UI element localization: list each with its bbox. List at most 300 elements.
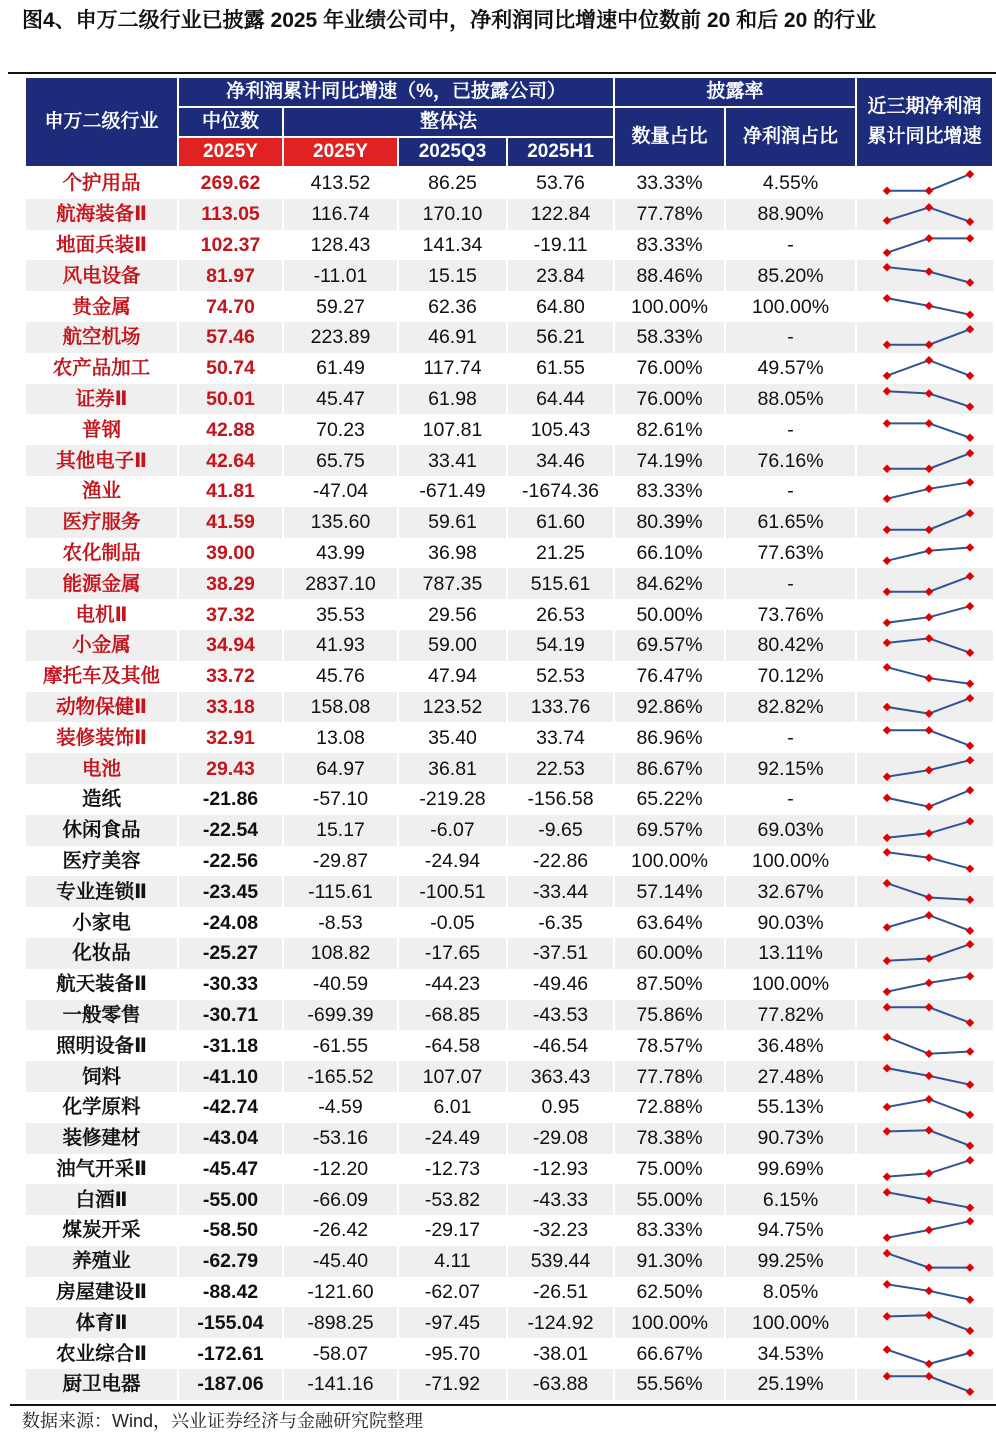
sparkline-chart (856, 661, 993, 692)
table-row (25, 1154, 993, 1185)
industry-name: 医疗美容 (25, 846, 178, 877)
sparkline-chart (856, 599, 993, 630)
table-row (25, 907, 993, 938)
median-2025y: -30.33 (178, 969, 283, 1000)
header-overall-2025q3: 2025Q3 (398, 137, 507, 167)
overall-2025h1: -38.01 (507, 1338, 614, 1369)
median-2025y: -155.04 (178, 1307, 283, 1338)
industry-name: 休闲食品 (25, 815, 178, 846)
table-row (25, 1338, 993, 1369)
count-ratio: 91.30% (614, 1246, 725, 1277)
table-row (25, 445, 993, 476)
count-ratio: 50.00% (614, 599, 725, 630)
overall-2025q3: -219.28 (398, 784, 507, 815)
overall-2025q3: -64.58 (398, 1030, 507, 1061)
profit-ratio: 13.11% (725, 938, 856, 969)
industry-name: 农产品加工 (25, 353, 178, 384)
count-ratio: 58.33% (614, 322, 725, 353)
overall-2025y: -53.16 (283, 1123, 398, 1154)
median-2025y: 57.46 (178, 322, 283, 353)
overall-2025y: 116.74 (283, 199, 398, 230)
sparkline-chart (856, 1307, 993, 1338)
industry-name: 航空机场 (25, 322, 178, 353)
overall-2025q3: 6.01 (398, 1092, 507, 1123)
median-2025y: 38.29 (178, 568, 283, 599)
header-industry: 申万二级行业 (25, 77, 178, 167)
overall-2025q3: -53.82 (398, 1184, 507, 1215)
count-ratio: 77.78% (614, 1061, 725, 1092)
overall-2025y: -165.52 (283, 1061, 398, 1092)
overall-2025y: -40.59 (283, 969, 398, 1000)
overall-2025y: 70.23 (283, 414, 398, 445)
header-overall: 整体法 (283, 107, 614, 137)
sparkline-chart (856, 291, 993, 322)
industry-name: 渔业 (25, 476, 178, 507)
industry-name: 房屋建设Ⅱ (25, 1277, 178, 1308)
overall-2025q3: -97.45 (398, 1307, 507, 1338)
sparkline-chart (856, 538, 993, 569)
overall-2025h1: 53.76 (507, 167, 614, 199)
median-2025y: -43.04 (178, 1123, 283, 1154)
count-ratio: 57.14% (614, 876, 725, 907)
overall-2025h1: 133.76 (507, 692, 614, 723)
overall-2025q3: 62.36 (398, 291, 507, 322)
overall-2025y: -4.59 (283, 1092, 398, 1123)
overall-2025h1: -33.44 (507, 876, 614, 907)
overall-2025q3: -24.94 (398, 846, 507, 877)
count-ratio: 76.00% (614, 353, 725, 384)
overall-2025y: -29.87 (283, 846, 398, 877)
overall-2025y: 135.60 (283, 507, 398, 538)
overall-2025y: 45.47 (283, 384, 398, 415)
count-ratio: 33.33% (614, 167, 725, 199)
count-ratio: 86.67% (614, 753, 725, 784)
sparkline-chart (856, 815, 993, 846)
overall-2025q3: 86.25 (398, 167, 507, 199)
overall-2025h1: -26.51 (507, 1277, 614, 1308)
industry-name: 饲料 (25, 1061, 178, 1092)
overall-2025y: -121.60 (283, 1277, 398, 1308)
profit-ratio: 90.73% (725, 1123, 856, 1154)
industry-name: 摩托车及其他 (25, 661, 178, 692)
overall-2025y: -61.55 (283, 1030, 398, 1061)
table-row (25, 969, 993, 1000)
industry-name: 电机Ⅱ (25, 599, 178, 630)
count-ratio: 55.00% (614, 1184, 725, 1215)
overall-2025y: 2837.10 (283, 568, 398, 599)
sparkline-chart (856, 722, 993, 753)
median-2025y: -23.45 (178, 876, 283, 907)
profit-ratio: 73.76% (725, 599, 856, 630)
sparkline-chart (856, 784, 993, 815)
table-row (25, 1184, 993, 1215)
overall-2025y: 35.53 (283, 599, 398, 630)
profit-ratio: 88.05% (725, 384, 856, 415)
count-ratio: 84.62% (614, 568, 725, 599)
overall-2025y: -898.25 (283, 1307, 398, 1338)
table-row (25, 815, 993, 846)
table-row (25, 1092, 993, 1123)
sparkline-chart (856, 414, 993, 445)
count-ratio: 75.00% (614, 1154, 725, 1185)
median-2025y: 29.43 (178, 753, 283, 784)
overall-2025h1: 64.80 (507, 291, 614, 322)
overall-2025h1: -1674.36 (507, 476, 614, 507)
bottom-rule (10, 1404, 996, 1406)
industry-name: 贵金属 (25, 291, 178, 322)
overall-2025y: 223.89 (283, 322, 398, 353)
overall-2025q3: -6.07 (398, 815, 507, 846)
sparkline-chart (856, 167, 993, 199)
median-2025y: -22.56 (178, 846, 283, 877)
profit-ratio: 82.82% (725, 692, 856, 723)
profit-ratio: 99.69% (725, 1154, 856, 1185)
overall-2025q3: 141.34 (398, 230, 507, 261)
median-2025y: 50.01 (178, 384, 283, 415)
overall-2025q3: -29.17 (398, 1215, 507, 1246)
overall-2025y: -115.61 (283, 876, 398, 907)
median-2025y: 37.32 (178, 599, 283, 630)
overall-2025q3: -24.49 (398, 1123, 507, 1154)
sparkline-chart (856, 260, 993, 291)
overall-2025q3: -0.05 (398, 907, 507, 938)
sparkline-chart (856, 1092, 993, 1123)
overall-2025q3: -44.23 (398, 969, 507, 1000)
median-2025y: 33.72 (178, 661, 283, 692)
profit-ratio: - (725, 322, 856, 353)
overall-2025q3: 33.41 (398, 445, 507, 476)
overall-2025y: -47.04 (283, 476, 398, 507)
sparkline-chart (856, 876, 993, 907)
overall-2025h1: 61.55 (507, 353, 614, 384)
sparkline-chart (856, 692, 993, 723)
industry-name: 农业综合Ⅱ (25, 1338, 178, 1369)
median-2025y: 113.05 (178, 199, 283, 230)
overall-2025h1: -29.08 (507, 1123, 614, 1154)
overall-2025h1: -22.86 (507, 846, 614, 877)
profit-ratio: - (725, 230, 856, 261)
overall-2025y: 15.17 (283, 815, 398, 846)
median-2025y: -45.47 (178, 1154, 283, 1185)
profit-ratio: 85.20% (725, 260, 856, 291)
count-ratio: 86.96% (614, 722, 725, 753)
profit-ratio: 6.15% (725, 1184, 856, 1215)
industry-name: 造纸 (25, 784, 178, 815)
count-ratio: 78.38% (614, 1123, 725, 1154)
header-median: 中位数 (178, 107, 283, 137)
overall-2025y: -57.10 (283, 784, 398, 815)
overall-2025h1: 56.21 (507, 322, 614, 353)
count-ratio: 92.86% (614, 692, 725, 723)
overall-2025q3: 47.94 (398, 661, 507, 692)
sparkline-chart (856, 476, 993, 507)
profit-ratio: 92.15% (725, 753, 856, 784)
count-ratio: 72.88% (614, 1092, 725, 1123)
industry-name: 证券Ⅱ (25, 384, 178, 415)
industry-name: 照明设备Ⅱ (25, 1030, 178, 1061)
overall-2025q3: 61.98 (398, 384, 507, 415)
industry-name: 养殖业 (25, 1246, 178, 1277)
overall-2025h1: -6.35 (507, 907, 614, 938)
industry-name: 化妆品 (25, 938, 178, 969)
sparkline-chart (856, 1215, 993, 1246)
count-ratio: 83.33% (614, 230, 725, 261)
overall-2025h1: 0.95 (507, 1092, 614, 1123)
table-row (25, 167, 993, 199)
count-ratio: 82.61% (614, 414, 725, 445)
sparkline-chart (856, 1369, 993, 1400)
median-2025y: -21.86 (178, 784, 283, 815)
header-overall-2025y: 2025Y (283, 137, 398, 167)
profit-ratio: 77.82% (725, 1000, 856, 1031)
count-ratio: 60.00% (614, 938, 725, 969)
table-row (25, 414, 993, 445)
overall-2025h1: -37.51 (507, 938, 614, 969)
overall-2025q3: -71.92 (398, 1369, 507, 1400)
sparkline-chart (856, 938, 993, 969)
header-disclosure: 披露率 (614, 77, 856, 107)
overall-2025h1: -43.53 (507, 1000, 614, 1031)
overall-2025h1: 363.43 (507, 1061, 614, 1092)
profit-ratio: 77.63% (725, 538, 856, 569)
profit-ratio: 70.12% (725, 661, 856, 692)
top-rule (8, 72, 996, 74)
median-2025y: -62.79 (178, 1246, 283, 1277)
count-ratio: 77.78% (614, 199, 725, 230)
sparkline-chart (856, 1277, 993, 1308)
median-2025y: -41.10 (178, 1061, 283, 1092)
overall-2025q3: 36.81 (398, 753, 507, 784)
table-row (25, 1307, 993, 1338)
profit-ratio: 25.19% (725, 1369, 856, 1400)
median-2025y: -25.27 (178, 938, 283, 969)
header-profit-ratio: 净利润占比 (725, 107, 856, 167)
overall-2025y: 61.49 (283, 353, 398, 384)
overall-2025h1: -43.33 (507, 1184, 614, 1215)
profit-ratio: 69.03% (725, 815, 856, 846)
industry-name: 农化制品 (25, 538, 178, 569)
sparkline-chart (856, 1000, 993, 1031)
count-ratio: 87.50% (614, 969, 725, 1000)
table-row (25, 722, 993, 753)
sparkline-chart (856, 1123, 993, 1154)
overall-2025h1: -156.58 (507, 784, 614, 815)
count-ratio: 75.86% (614, 1000, 725, 1031)
industry-name: 装修装饰Ⅱ (25, 722, 178, 753)
sparkline-chart (856, 445, 993, 476)
overall-2025y: 108.82 (283, 938, 398, 969)
overall-2025y: -45.40 (283, 1246, 398, 1277)
sparkline-chart (856, 753, 993, 784)
table-row (25, 1123, 993, 1154)
count-ratio: 76.47% (614, 661, 725, 692)
profit-ratio: 99.25% (725, 1246, 856, 1277)
industry-name: 个护用品 (25, 167, 178, 199)
count-ratio: 100.00% (614, 291, 725, 322)
median-2025y: 33.18 (178, 692, 283, 723)
overall-2025h1: -49.46 (507, 969, 614, 1000)
industry-name: 风电设备 (25, 260, 178, 291)
overall-2025h1: -19.11 (507, 230, 614, 261)
header-overall-2025h1: 2025H1 (507, 137, 614, 167)
profit-ratio: - (725, 476, 856, 507)
profit-ratio: 100.00% (725, 846, 856, 877)
median-2025y: -58.50 (178, 1215, 283, 1246)
table-row (25, 1030, 993, 1061)
header-median-2025y: 2025Y (178, 137, 283, 167)
overall-2025y: -58.07 (283, 1338, 398, 1369)
overall-2025y: -12.20 (283, 1154, 398, 1185)
median-2025y: -88.42 (178, 1277, 283, 1308)
count-ratio: 63.64% (614, 907, 725, 938)
industry-name: 动物保健Ⅱ (25, 692, 178, 723)
sparkline-chart (856, 384, 993, 415)
overall-2025y: -66.09 (283, 1184, 398, 1215)
overall-2025y: 413.52 (283, 167, 398, 199)
table-row (25, 230, 993, 261)
sparkline-chart (856, 1154, 993, 1185)
count-ratio: 80.39% (614, 507, 725, 538)
profit-ratio: 100.00% (725, 969, 856, 1000)
industry-table (24, 76, 994, 1400)
industry-name: 地面兵装Ⅱ (25, 230, 178, 261)
overall-2025y: -699.39 (283, 1000, 398, 1031)
median-2025y: 50.74 (178, 353, 283, 384)
overall-2025q3: 46.91 (398, 322, 507, 353)
industry-name: 小家电 (25, 907, 178, 938)
industry-name: 航海装备Ⅱ (25, 199, 178, 230)
sparkline-chart (856, 199, 993, 230)
overall-2025y: 59.27 (283, 291, 398, 322)
table-row (25, 507, 993, 538)
industry-name: 普钢 (25, 414, 178, 445)
sparkline-chart (856, 568, 993, 599)
count-ratio: 76.00% (614, 384, 725, 415)
overall-2025h1: 64.44 (507, 384, 614, 415)
overall-2025y: 158.08 (283, 692, 398, 723)
count-ratio: 88.46% (614, 260, 725, 291)
overall-2025h1: 122.84 (507, 199, 614, 230)
overall-2025q3: 107.07 (398, 1061, 507, 1092)
table-row (25, 291, 993, 322)
overall-2025h1: 23.84 (507, 260, 614, 291)
count-ratio: 100.00% (614, 846, 725, 877)
overall-2025y: -8.53 (283, 907, 398, 938)
overall-2025h1: 33.74 (507, 722, 614, 753)
overall-2025h1: 21.25 (507, 538, 614, 569)
overall-2025h1: 34.46 (507, 445, 614, 476)
overall-2025q3: 4.11 (398, 1246, 507, 1277)
sparkline-chart (856, 846, 993, 877)
profit-ratio: 4.55% (725, 167, 856, 199)
profit-ratio: 55.13% (725, 1092, 856, 1123)
source-note: 数据来源：Wind，兴业证券经济与金融研究院整理 (22, 1411, 424, 1431)
median-2025y: 32.91 (178, 722, 283, 753)
overall-2025h1: 52.53 (507, 661, 614, 692)
table-row (25, 260, 993, 291)
overall-2025q3: -17.65 (398, 938, 507, 969)
industry-name: 化学原料 (25, 1092, 178, 1123)
profit-ratio: 36.48% (725, 1030, 856, 1061)
industry-name: 专业连锁Ⅱ (25, 876, 178, 907)
table-row (25, 753, 993, 784)
profit-ratio: 34.53% (725, 1338, 856, 1369)
table-row (25, 1277, 993, 1308)
industry-name: 医疗服务 (25, 507, 178, 538)
count-ratio: 78.57% (614, 1030, 725, 1061)
overall-2025y: -141.16 (283, 1369, 398, 1400)
overall-2025h1: 105.43 (507, 414, 614, 445)
table-row (25, 538, 993, 569)
sparkline-chart (856, 507, 993, 538)
median-2025y: 42.88 (178, 414, 283, 445)
table-row (25, 199, 993, 230)
median-2025y: -42.74 (178, 1092, 283, 1123)
overall-2025y: 45.76 (283, 661, 398, 692)
median-2025y: 41.81 (178, 476, 283, 507)
profit-ratio: 27.48% (725, 1061, 856, 1092)
median-2025y: 39.00 (178, 538, 283, 569)
table-row (25, 322, 993, 353)
table-row (25, 1215, 993, 1246)
count-ratio: 83.33% (614, 1215, 725, 1246)
overall-2025q3: -12.73 (398, 1154, 507, 1185)
overall-2025q3: 787.35 (398, 568, 507, 599)
profit-ratio: - (725, 784, 856, 815)
table-row (25, 1000, 993, 1031)
industry-name: 白酒Ⅱ (25, 1184, 178, 1215)
header-sparkline: 近三期净利润累计同比增速 (856, 77, 993, 167)
overall-2025q3: 123.52 (398, 692, 507, 723)
table-row (25, 1369, 993, 1400)
industry-name: 一般零售 (25, 1000, 178, 1031)
profit-ratio: 90.03% (725, 907, 856, 938)
table-row (25, 1061, 993, 1092)
count-ratio: 74.19% (614, 445, 725, 476)
sparkline-chart (856, 1030, 993, 1061)
overall-2025y: -26.42 (283, 1215, 398, 1246)
count-ratio: 69.57% (614, 630, 725, 661)
table-row (25, 630, 993, 661)
table-body (25, 167, 993, 1400)
overall-2025q3: 170.10 (398, 199, 507, 230)
overall-2025q3: -100.51 (398, 876, 507, 907)
overall-2025h1: -124.92 (507, 1307, 614, 1338)
industry-name: 能源金属 (25, 568, 178, 599)
count-ratio: 55.56% (614, 1369, 725, 1400)
overall-2025h1: -63.88 (507, 1369, 614, 1400)
overall-2025q3: 36.98 (398, 538, 507, 569)
profit-ratio: - (725, 722, 856, 753)
profit-ratio: 8.05% (725, 1277, 856, 1308)
overall-2025q3: 29.56 (398, 599, 507, 630)
table-row (25, 938, 993, 969)
overall-2025q3: 107.81 (398, 414, 507, 445)
overall-2025y: 64.97 (283, 753, 398, 784)
count-ratio: 65.22% (614, 784, 725, 815)
count-ratio: 66.67% (614, 1338, 725, 1369)
median-2025y: 34.94 (178, 630, 283, 661)
industry-name: 煤炭开采 (25, 1215, 178, 1246)
table-row (25, 661, 993, 692)
median-2025y: 102.37 (178, 230, 283, 261)
overall-2025h1: 61.60 (507, 507, 614, 538)
median-2025y: -30.71 (178, 1000, 283, 1031)
median-2025y: 41.59 (178, 507, 283, 538)
sparkline-chart (856, 353, 993, 384)
industry-name: 其他电子Ⅱ (25, 445, 178, 476)
median-2025y: -172.61 (178, 1338, 283, 1369)
